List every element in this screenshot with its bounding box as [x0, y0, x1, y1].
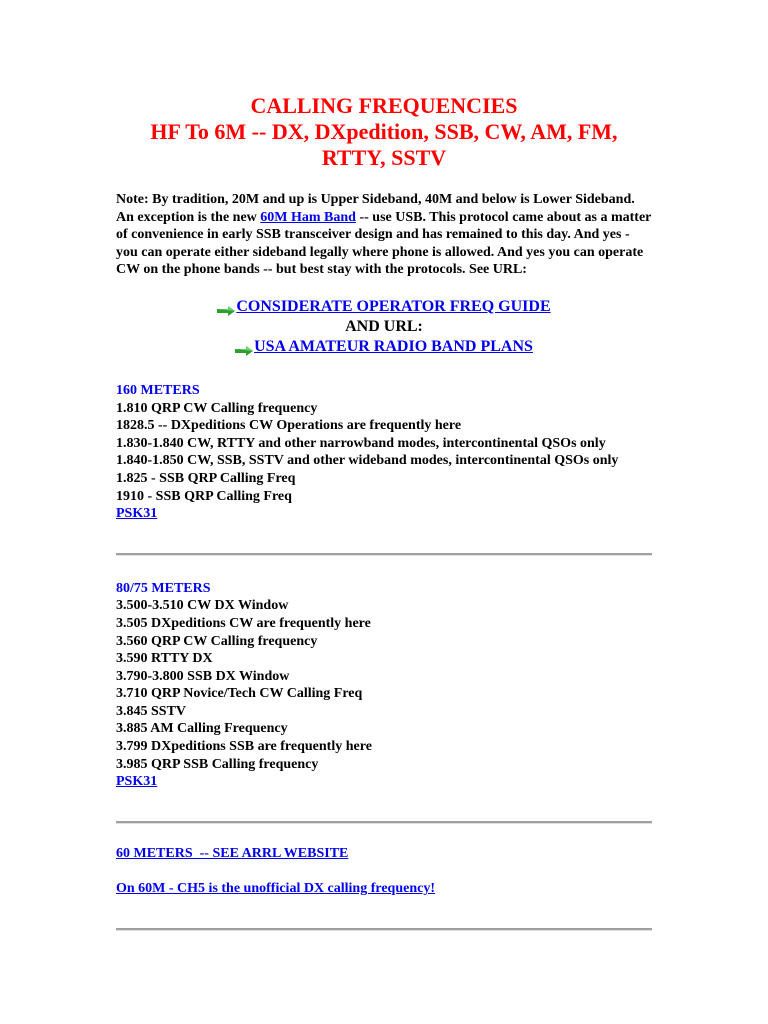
sideband-note [116, 191, 652, 279]
band-80-psk31-link[interactable]: PSK31 [116, 774, 158, 790]
band-160-heading: 160 METERS [116, 382, 200, 398]
band-160-section [116, 382, 652, 523]
band-80-heading: 80/75 METERS [116, 580, 211, 596]
band-80-line: 3.845 SSTV [116, 703, 187, 719]
document-page [116, 0, 652, 931]
green-arrow-icon [235, 342, 253, 352]
band-80-line: 3.790-3.800 SSB DX Window [116, 668, 290, 684]
band-60-section [116, 845, 652, 898]
note-text-after: -- use USB. This protocol came about as a matter of convenience in early SSB transceiver design and has remained to this day. And yes - you can operate either sideband legally where phone is allowed. And yes you can operate CW on the phone bands -- but best stay with the protocols. See URL: [116, 209, 652, 278]
green-arrow-icon [217, 302, 235, 312]
band-60-ch5-link[interactable]: On 60M - CH5 is the unofficial DX calling frequency! [116, 881, 436, 897]
band-80-line: 3.799 DXpeditions SSB are frequently here [116, 739, 372, 755]
horizontal-rule [116, 553, 652, 556]
band-80-line: 3.885 AM Calling Frequency [116, 721, 288, 737]
band-160-line: 1.825 - SSB QRP Calling Freq [116, 470, 296, 486]
band-160-line: 1.830-1.840 CW, RTTY and other narrowband modes, intercontinental QSOs only [116, 435, 606, 451]
band-80-section [116, 580, 652, 791]
title-line-1: CALLING FREQUENCIES [250, 93, 518, 118]
guide-row-2 [116, 337, 652, 357]
band-80-line: 3.985 QRP SSB Calling frequency [116, 756, 319, 772]
title-line-3: RTTY, SSTV [321, 145, 447, 170]
band-80-line: 3.590 RTTY DX [116, 651, 213, 667]
60m-ham-band-link[interactable]: 60M Ham Band [260, 209, 356, 225]
horizontal-rule [116, 928, 652, 931]
band-160-line: 1828.5 -- DXpeditions CW Operations are frequently here [116, 418, 462, 434]
band-80-line: 3.505 DXpeditions CW are frequently here [116, 615, 371, 631]
guide-links [116, 297, 652, 357]
band-60-arrl-link[interactable]: 60 METERS -- SEE ARRL WEBSITE [116, 845, 349, 861]
guide-row-1 [116, 297, 652, 317]
band-80-line: 3.710 QRP Novice/Tech CW Calling Freq [116, 686, 363, 702]
band-80-line: 3.500-3.510 CW DX Window [116, 598, 289, 614]
note-text-before: Note: By tradition, 20M and up is Upper Sideband, 40M and below is Lower Sideband. An exception is the new [116, 192, 635, 225]
band-80-line: 3.560 QRP CW Calling frequency [116, 633, 318, 649]
band-160-line: 1910 - SSB QRP Calling Freq [116, 488, 292, 504]
and-url-label: AND URL: [345, 317, 423, 335]
band-160-line: 1.840-1.850 CW, SSB, SSTV and other wideband modes, intercontinental QSOs only [116, 453, 619, 469]
title-line-2: HF To 6M -- DX, DXpedition, SSB, CW, AM, FM, [150, 119, 618, 144]
considerate-operator-freq-guide-link[interactable]: CONSIDERATE OPERATOR FREQ GUIDE [236, 297, 551, 315]
band-160-psk31-link[interactable]: PSK31 [116, 506, 158, 522]
usa-band-plans-link[interactable]: USA AMATEUR RADIO BAND PLANS [254, 337, 533, 355]
band-160-line: 1.810 QRP CW Calling frequency [116, 400, 318, 416]
horizontal-rule [116, 821, 652, 824]
page-title [116, 93, 652, 171]
